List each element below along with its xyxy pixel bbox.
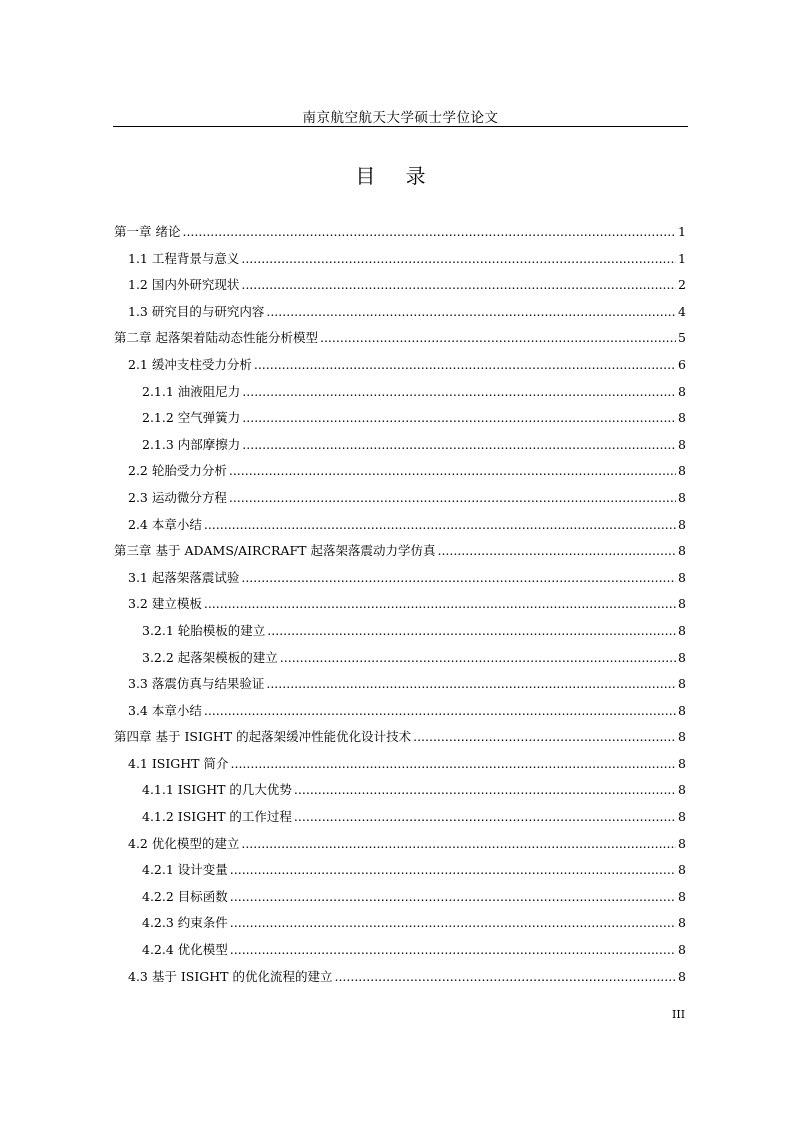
toc-entry-label: 4.2.4 优化模型 (142, 942, 228, 958)
toc-entry[interactable] (114, 621, 686, 648)
toc-entry[interactable] (114, 648, 686, 675)
toc-entry-page: 8 (678, 755, 686, 771)
toc-entry-page: 8 (678, 516, 686, 532)
toc-entry-page: 8 (678, 942, 686, 958)
toc-entry-page: 8 (678, 543, 686, 559)
toc-leader-dots (204, 703, 676, 718)
toc-entry-label: 3.4 本章小结 (128, 702, 202, 718)
toc-leader-dots (254, 357, 676, 372)
toc-leader-dots (229, 490, 676, 505)
toc-entry[interactable] (114, 780, 686, 807)
toc-entry-label: 第四章 基于 ISIGHT 的起落架缓冲性能优化设计技术 (114, 729, 412, 745)
toc-leader-dots (242, 437, 676, 452)
toc-entry-page: 8 (678, 410, 686, 426)
toc-leader-dots (334, 969, 676, 984)
toc-entry-label: 3.2.2 起落架模板的建立 (142, 649, 278, 665)
toc-entry[interactable] (114, 302, 686, 329)
toc-entry[interactable] (114, 328, 686, 355)
toc-entry[interactable] (114, 754, 686, 781)
toc-entry-label: 2.1.1 油液阻尼力 (142, 383, 241, 399)
toc-entry-label: 2.1 缓冲支柱受力分析 (128, 356, 252, 372)
toc-entry-label: 3.3 落震仿真与结果验证 (128, 676, 265, 692)
toc-entry-label: 1.3 研究目的与研究内容 (128, 303, 265, 319)
toc-entry-label: 2.1.2 空气弹簧力 (142, 410, 241, 426)
toc-entry-page: 8 (678, 436, 686, 452)
table-of-contents (114, 222, 686, 993)
toc-leader-dots (294, 782, 676, 797)
toc-leader-dots (241, 251, 676, 266)
toc-entry[interactable] (114, 382, 686, 409)
toc-leader-dots (241, 570, 676, 585)
toc-leader-dots (320, 330, 676, 345)
toc-entry-label: 4.2.3 约束条件 (142, 915, 228, 931)
toc-entry-page: 8 (678, 569, 686, 585)
toc-leader-dots (266, 676, 676, 691)
toc-entry[interactable] (114, 488, 686, 515)
toc-entry-label: 4.2.1 设计变量 (142, 862, 228, 878)
toc-leader-dots (229, 463, 676, 478)
toc-entry-label: 4.2.2 目标函数 (142, 888, 228, 904)
toc-entry[interactable] (114, 674, 686, 701)
toc-leader-dots (267, 623, 676, 638)
toc-entry-page: 4 (678, 303, 686, 319)
toc-entry-label: 2.2 轮胎受力分析 (128, 463, 227, 479)
toc-entry-page: 8 (678, 702, 686, 718)
toc-leader-dots (294, 809, 676, 824)
toc-leader-dots (230, 862, 676, 877)
toc-leader-dots (230, 889, 676, 904)
toc-leader-dots (182, 224, 676, 239)
toc-entry-label: 4.1.1 ISIGHT 的几大优势 (142, 782, 292, 798)
toc-entry-page: 8 (678, 835, 686, 851)
toc-entry-page: 2 (678, 277, 686, 293)
page-number: III (672, 1008, 686, 1021)
toc-entry-page: 8 (678, 489, 686, 505)
running-header: 南京航空航天大学硕士学位论文 (302, 110, 499, 126)
toc-entry-page: 8 (678, 383, 686, 399)
toc-entry-label: 第三章 基于 ADAMS/AIRCRAFT 起落架落震动力学仿真 (114, 543, 436, 559)
toc-entry-label: 3.2.1 轮胎模板的建立 (142, 622, 266, 638)
toc-entry[interactable] (114, 913, 686, 940)
toc-entry-page: 1 (678, 250, 686, 266)
toc-entry-label: 2.3 运动微分方程 (128, 489, 227, 505)
toc-leader-dots (230, 942, 676, 957)
toc-entry[interactable] (114, 568, 686, 595)
toc-entry-label: 3.1 起落架落震试验 (128, 569, 240, 585)
toc-entry-label: 4.1 ISIGHT 简介 (128, 755, 229, 771)
toc-entry[interactable] (114, 940, 686, 967)
toc-leader-dots (242, 410, 676, 425)
toc-entry-page: 8 (678, 729, 686, 745)
toc-entry-page: 8 (678, 862, 686, 878)
toc-entry-label: 2.1.3 内部摩擦力 (142, 436, 241, 452)
toc-leader-dots (413, 729, 676, 744)
page-title: 目 录 (355, 164, 438, 188)
toc-leader-dots (241, 836, 676, 851)
toc-entry-page: 8 (678, 888, 686, 904)
toc-entry-label: 第二章 起落架着陆动态性能分析模型 (114, 330, 318, 346)
toc-entry-page: 1 (678, 224, 686, 239)
toc-entry[interactable] (114, 967, 686, 994)
toc-entry-page: 8 (678, 649, 686, 665)
toc-leader-dots (241, 277, 676, 292)
header-rule (113, 126, 688, 127)
toc-entry[interactable] (114, 275, 686, 302)
toc-entry-page: 8 (678, 596, 686, 612)
toc-leader-dots (231, 756, 677, 771)
toc-entry-page: 8 (678, 968, 686, 984)
toc-entry[interactable] (114, 461, 686, 488)
toc-entry-label: 3.2 建立模板 (128, 596, 202, 612)
toc-entry-label: 4.3 基于 ISIGHT 的优化流程的建立 (128, 968, 333, 984)
toc-entry[interactable] (114, 887, 686, 914)
toc-leader-dots (242, 384, 676, 399)
toc-leader-dots (266, 304, 676, 319)
toc-entry-page: 8 (678, 782, 686, 798)
toc-leader-dots (437, 543, 676, 558)
toc-entry-label: 1.1 工程背景与意义 (128, 250, 240, 266)
toc-entry[interactable] (114, 701, 686, 728)
toc-entry-label: 1.2 国内外研究现状 (128, 277, 240, 293)
toc-entry-label: 4.2 优化模型的建立 (128, 835, 240, 851)
toc-entry[interactable] (114, 541, 686, 568)
toc-entry[interactable] (114, 222, 686, 249)
toc-entry[interactable] (114, 355, 686, 382)
toc-entry[interactable] (114, 807, 686, 834)
toc-entry[interactable] (114, 435, 686, 462)
toc-entry-page: 6 (678, 356, 686, 372)
toc-entry-page: 8 (678, 676, 686, 692)
toc-entry[interactable] (114, 594, 686, 621)
toc-entry-page: 5 (678, 330, 686, 346)
toc-entry[interactable] (114, 408, 686, 435)
toc-entry-page: 8 (678, 915, 686, 931)
toc-entry-page: 8 (678, 622, 686, 638)
toc-leader-dots (204, 517, 676, 532)
toc-entry[interactable] (114, 249, 686, 276)
toc-entry[interactable] (114, 727, 686, 754)
toc-leader-dots (204, 596, 676, 611)
toc-entry-label: 2.4 本章小结 (128, 516, 202, 532)
toc-entry-page: 8 (678, 809, 686, 825)
toc-leader-dots (280, 650, 676, 665)
toc-entry[interactable] (114, 860, 686, 887)
toc-entry-label: 4.1.2 ISIGHT 的工作过程 (142, 809, 292, 825)
toc-entry-label: 第一章 绪论 (114, 224, 181, 239)
toc-entry[interactable] (114, 515, 686, 542)
toc-entry-page: 8 (678, 463, 686, 479)
toc-leader-dots (230, 915, 676, 930)
toc-entry[interactable] (114, 834, 686, 861)
